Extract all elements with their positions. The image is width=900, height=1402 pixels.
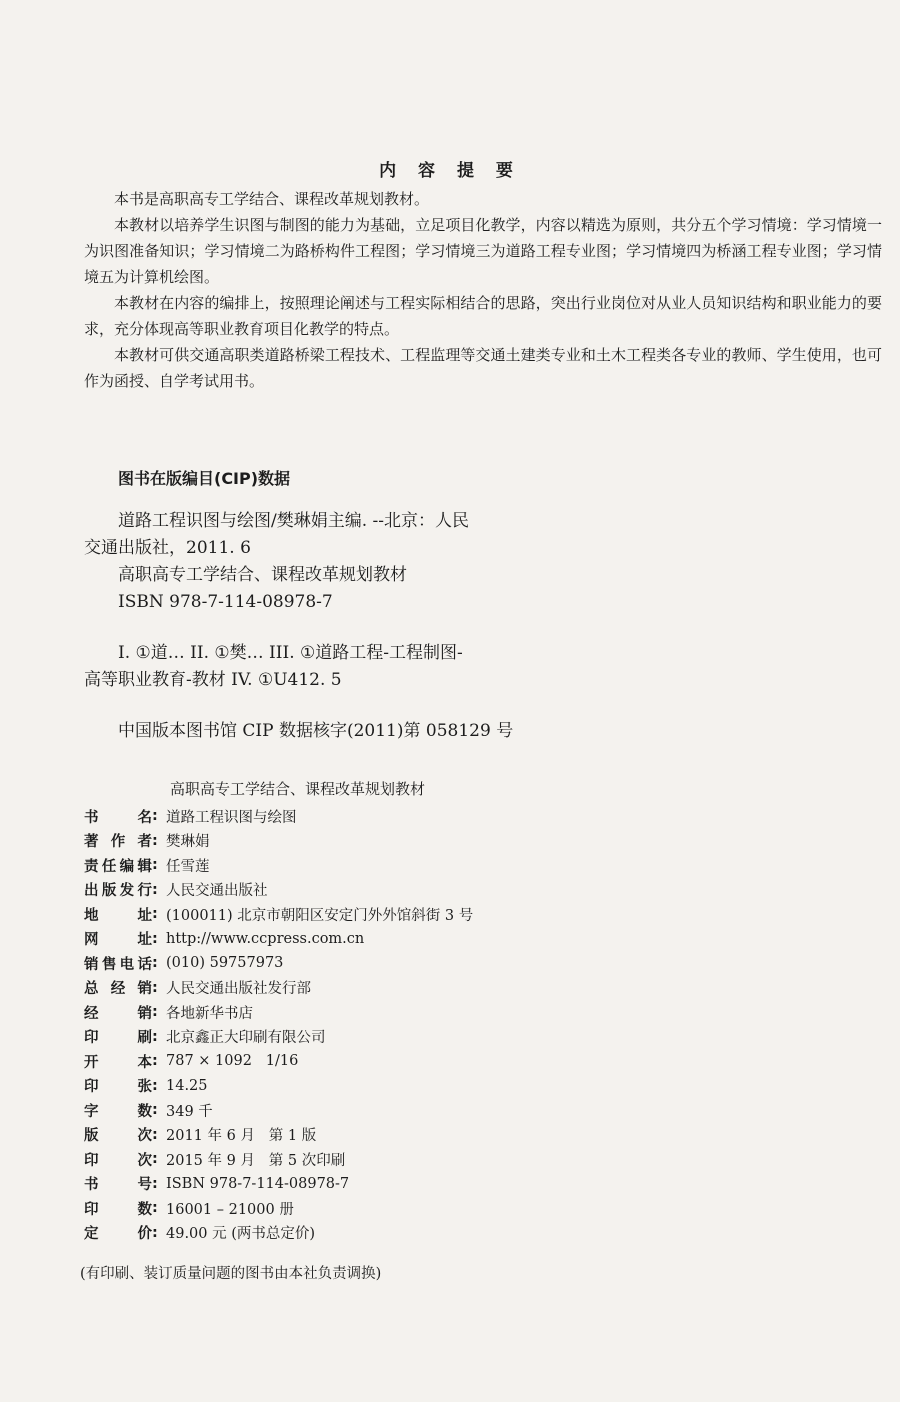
colophon-colon: : (152, 930, 158, 947)
colophon-value: 人民交通出版社发行部 (166, 981, 311, 998)
colophon-label: 印张 (84, 1079, 152, 1096)
colophon-value: http://www.ccpress.com.cn (166, 930, 365, 947)
colophon-label: 定价 (84, 1226, 152, 1243)
colophon-label: 书名 (84, 809, 152, 826)
colophon-row (84, 1000, 784, 1025)
colophon-colon: : (152, 1053, 158, 1070)
colophon-value: 任雪莲 (166, 858, 210, 875)
colophon-value: 道路工程识图与绘图 (166, 809, 297, 826)
cip-record-number (84, 718, 584, 745)
cip-line: 中国版本图书馆 CIP 数据核字(2011)第 058129 号 (118, 721, 514, 741)
cip-line: ISBN 978-7-114-08978-7 (118, 592, 333, 612)
summary-body (84, 186, 882, 394)
colophon-row (84, 927, 784, 952)
colophon-colon: : (152, 1224, 158, 1241)
colophon-label: 责任编辑 (84, 858, 152, 875)
colophon-value: 16001 – 21000 册 (166, 1201, 294, 1218)
colophon-row (84, 1049, 784, 1074)
colophon-colon: : (152, 1151, 158, 1168)
cip-line: I. ①道… II. ①樊… III. ①道路工程-工程制图- (118, 643, 463, 663)
colophon-value: ISBN 978-7-114-08978-7 (166, 1175, 350, 1192)
cip-line: 高等职业教育-教材 IV. ①U412. 5 (84, 670, 342, 690)
colophon-row (84, 1074, 784, 1099)
colophon-label: 开本 (84, 1054, 152, 1071)
summary-paragraph: 本教材以培养学生识图与制图的能力为基础，立足项目化教学，内容以精选为原则，共分五个学习情境：学习情境一为识图准备知识；学习情境二为路桥构件工程图；学习情境三为道路工程专业图；学习情境四为桥涵工程专业图；学习情境五为计算机绘图。 (84, 216, 882, 286)
colophon-colon: : (152, 857, 158, 874)
colophon-value: 2011 年 6 月 第 1 版 (166, 1128, 317, 1145)
colophon-label: 书号 (84, 1177, 152, 1194)
colophon-colon: : (152, 1004, 158, 1021)
colophon-row (84, 902, 784, 927)
cip-record-main (84, 508, 584, 616)
colophon-label: 著作者 (84, 834, 152, 851)
colophon-footnote: (有印刷、装订质量问题的图书由本社负责调换) (80, 1266, 382, 1282)
colophon-table (84, 804, 784, 1245)
summary-title: 内 容 提 要 (379, 161, 521, 181)
colophon-row (84, 804, 784, 829)
colophon-colon: : (152, 832, 158, 849)
colophon-row (84, 1098, 784, 1123)
colophon-label: 印数 (84, 1201, 152, 1218)
series-name: 高职高专工学结合、课程改革规划教材 (170, 780, 426, 798)
colophon-row (84, 878, 784, 903)
colophon-value: 49.00 元 (两书总定价) (166, 1226, 316, 1243)
colophon-row (84, 1172, 784, 1197)
colophon-value: 787 × 1092 1/16 (166, 1053, 299, 1070)
colophon-value: 2015 年 9 月 第 5 次印刷 (166, 1152, 346, 1169)
colophon-label: 网址 (84, 932, 152, 949)
cip-record-classification (84, 640, 584, 694)
summary-paragraph: 本教材可供交通高职类道路桥梁工程技术、工程监理等交通土建类专业和土木工程类各专业的教师、学生使用，也可作为函授、自学考试用书。 (84, 346, 882, 390)
colophon-value: 14.25 (166, 1077, 208, 1094)
colophon-value: 各地新华书店 (166, 1005, 253, 1022)
colophon-row (84, 1147, 784, 1172)
colophon-label: 经销 (84, 1005, 152, 1022)
colophon-value: 北京鑫正大印刷有限公司 (166, 1030, 326, 1047)
cip-line: 高职高专工学结合、课程改革规划教材 (118, 565, 407, 585)
colophon-label: 字数 (84, 1103, 152, 1120)
cip-line: 道路工程识图与绘图/樊琳娟主编. --北京：人民 (118, 511, 470, 531)
colophon-value: 人民交通出版社 (166, 883, 268, 900)
colophon-row (84, 1025, 784, 1050)
colophon-colon: : (152, 955, 158, 972)
colophon-label: 版次 (84, 1128, 152, 1145)
summary-paragraph: 本教材在内容的编排上，按照理论阐述与工程实际相结合的思路，突出行业岗位对从业人员知识结构和职业能力的要求，充分体现高等职业教育项目化教学的特点。 (84, 294, 882, 338)
colophon-label: 出版发行 (84, 883, 152, 900)
colophon-colon: : (152, 979, 158, 996)
colophon-colon: : (152, 1126, 158, 1143)
cip-heading: 图书在版编目(CIP)数据 (118, 469, 291, 488)
colophon-row (84, 951, 784, 976)
colophon-label: 总经销 (84, 981, 152, 998)
colophon-colon: : (152, 881, 158, 898)
colophon-value: (100011) 北京市朝阳区安定门外外馆斜街 3 号 (166, 907, 474, 924)
colophon-label: 印次 (84, 1152, 152, 1169)
colophon-label: 地址 (84, 907, 152, 924)
colophon-row (84, 976, 784, 1001)
colophon-value: (010) 59757973 (166, 955, 284, 972)
colophon-label: 销售电话 (84, 956, 152, 973)
colophon-colon: : (152, 1175, 158, 1192)
colophon-value: 349 千 (166, 1103, 213, 1120)
colophon-colon: : (152, 1077, 158, 1094)
colophon-colon: : (152, 906, 158, 923)
colophon-row (84, 829, 784, 854)
colophon-row (84, 1196, 784, 1221)
colophon-colon: : (152, 1102, 158, 1119)
summary-paragraph: 本书是高职高专工学结合、课程改革规划教材。 (114, 190, 430, 208)
colophon-row (84, 1221, 784, 1246)
cip-line: 交通出版社，2011. 6 (84, 538, 251, 558)
colophon-label: 印刷 (84, 1030, 152, 1047)
colophon-row (84, 1123, 784, 1148)
colophon-value: 樊琳娟 (166, 834, 210, 851)
colophon-row (84, 853, 784, 878)
colophon-colon: : (152, 1200, 158, 1217)
colophon-colon: : (152, 1028, 158, 1045)
colophon-colon: : (152, 808, 158, 825)
